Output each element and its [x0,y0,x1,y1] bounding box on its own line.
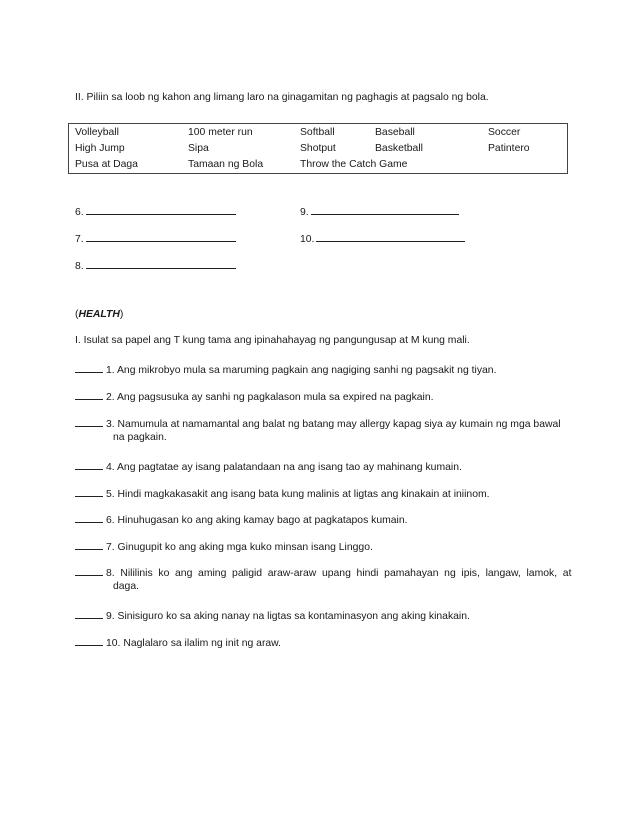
list-item [75,389,434,403]
item-text: 1. Ang mikrobyo mula sa maruming pagkain ang nagiging sanhi ng pagsakit ng tiyan. [106,365,497,376]
answer-line[interactable] [86,204,236,215]
list-item [75,416,561,430]
answer-blank[interactable] [75,635,103,646]
answer-6[interactable] [75,204,236,218]
answer-line[interactable] [316,231,465,242]
answer-line[interactable] [86,258,236,269]
word-volleyball: Volleyball [75,127,119,138]
word-box [68,123,568,174]
word-patintero: Patintero [488,143,530,154]
word-throw-the-catch-game: Throw the Catch Game [300,159,408,170]
item-text: 5. Hindi magkakasakit ang isang bata kung malinis at ligtas ang kinakain at iniinom. [106,489,490,500]
word-pusa-at-daga: Pusa at Daga [75,159,138,170]
answer-blank[interactable] [75,565,103,576]
answer-9[interactable] [300,204,459,218]
answer-blank[interactable] [75,608,103,619]
answer-7[interactable] [75,231,236,245]
item-continuation: na pagkain. [113,432,167,443]
answer-number: 9. [300,207,309,218]
word-shotput: Shotput [300,143,336,154]
answer-line[interactable] [311,204,459,215]
list-item [75,608,470,622]
word-basketball: Basketball [375,143,423,154]
item-text: 9. Sinisiguro ko sa aking nanay na ligtas sa kontaminasyon ang aking kinakain. [106,611,470,622]
answer-line[interactable] [86,231,236,242]
item-text: 10. Naglalaro sa ilalim ng init ng araw. [106,638,282,649]
list-item [75,459,462,473]
answer-number: 7. [75,234,84,245]
word-sipa: Sipa [188,143,209,154]
paren-open: ( [75,309,79,320]
item-text: 6. Hinuhugasan ko ang aking kamay bago at pagkatapos kumain. [106,515,408,526]
item-text: 4. Ang pagtatae ay isang palatandaan na ang isang tao ay mahinang kumain. [106,462,462,473]
list-item [75,635,281,649]
answer-10[interactable] [300,231,465,245]
health-instruction: I. Isulat sa papel ang T kung tama ang ipinahahayag ng pangungusap at M kung mali. [75,335,470,346]
list-item [75,539,373,553]
answer-blank[interactable] [75,486,103,497]
word-tamaan-ng-bola: Tamaan ng Bola [188,159,264,170]
answer-blank[interactable] [75,539,103,550]
item-text: 7. Ginugupit ko ang aking mga kuko minsan isang Linggo. [106,542,373,553]
list-item [75,512,408,526]
answer-blank[interactable] [75,362,103,373]
item-text: 8. Nililinis ko ang aming paligid araw-araw upang hindi pamahayan ng ipis, langaw, lamok, at [106,568,572,579]
health-heading [75,309,123,320]
answer-number: 8. [75,261,84,272]
item-text: 2. Ang pagsusuka ay sanhi ng pagkalason mula sa expired na pagkain. [106,392,434,403]
list-item [75,565,572,579]
word-soccer: Soccer [488,127,521,138]
item-text: 3. Namumula at namamantal ang balat ng batang may allergy kapag siya ay kumain ng mga bawal [106,419,561,430]
answer-number: 6. [75,207,84,218]
answer-number: 10. [300,234,315,245]
health-title: HEALTH [78,309,120,320]
answer-blank[interactable] [75,459,103,470]
word-high-jump: High Jump [75,143,125,154]
list-item [75,486,490,500]
part2-instruction: II. Piliin sa loob ng kahon ang limang laro na ginagamitan ng paghagis at pagsalo ng bola. [75,92,489,103]
word-baseball: Baseball [375,127,415,138]
list-item [75,362,496,376]
answer-8[interactable] [75,258,236,272]
item-continuation: daga. [113,581,140,592]
paren-close: ) [119,309,124,320]
answer-blank[interactable] [75,389,103,400]
answer-blank[interactable] [75,416,103,427]
answer-blank[interactable] [75,512,103,523]
word-100-meter-run: 100 meter run [188,127,253,138]
word-softball: Softball [300,127,335,138]
